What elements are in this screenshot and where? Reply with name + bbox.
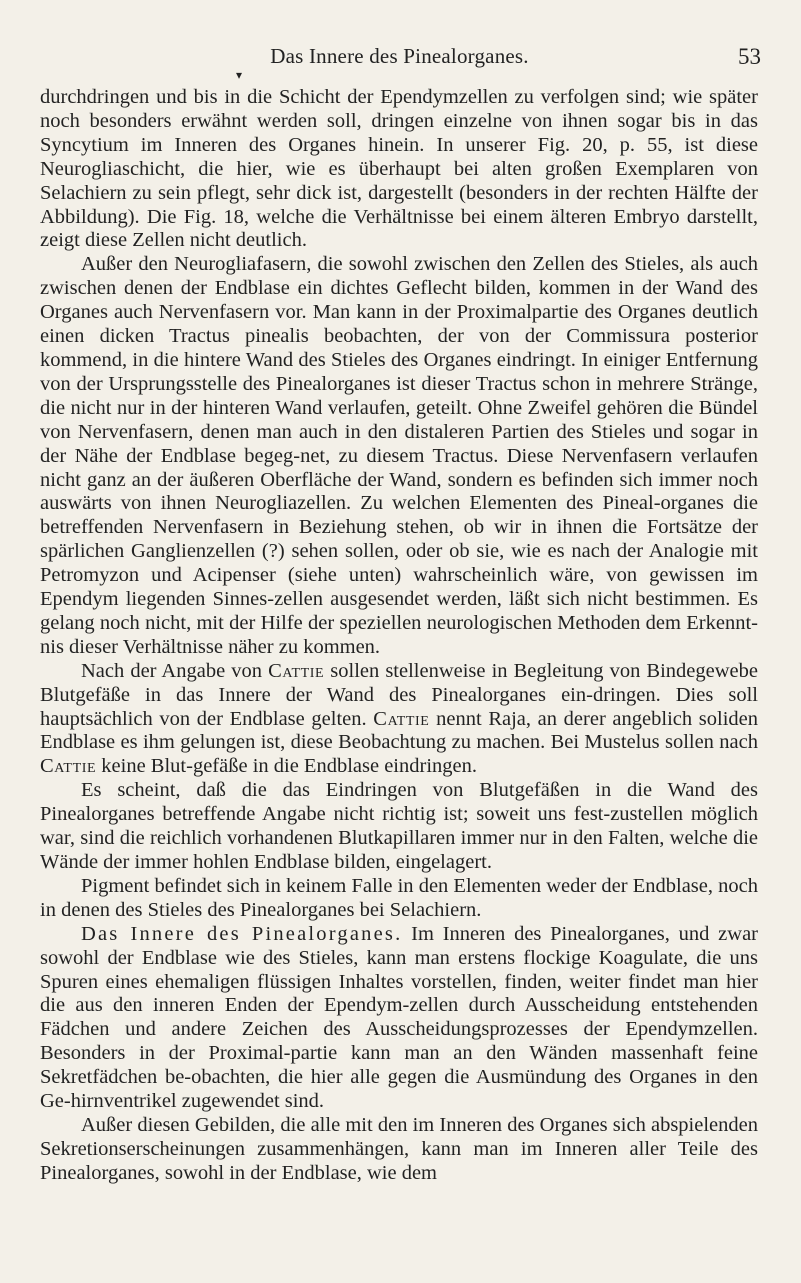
paragraph-4: Es scheint, daß die das Eindringen von Blutgefäßen in die Wand des Pinealorganes betreffende Angabe nicht richtig ist; soweit uns fest-zustellen möglich war, sind die reichlich vorhandenen Blutkapillaren immer nur in den Falten, welche die Wände der immer hohlen Endblase bilden, eingelagert.: [40, 779, 758, 873]
running-title: Das Innere des Pinealorganes.: [270, 44, 529, 68]
page-number: 53: [738, 44, 761, 69]
paragraph-1: durchdringen und bis in die Schicht der Ependymzellen zu verfolgen sind; wie später noch besonders erwähnt werden soll, dringen einzelne von ihnen sogar bis in das Syncytium im Inneren des Organes hinein. In unserer Fig. 20, p. 55, ist diese Neurogliaschicht, die hier, wie es überhaupt bei alten großen Exemplaren von Selachiern zu sein pflegt, sehr dick ist, dargestellt (besonders in der rechten Hälfte der Abbildung). Die Fig. 18, welche die Verhältnisse bei einem älteren Embryo darstellt, zeigt diese Zellen nicht deutlich.: [40, 86, 758, 252]
body-text: [40, 86, 758, 1186]
paragraph-5: Pigment befindet sich in keinem Falle in den Elementen weder der Endblase, noch in denen des Stieles des Pinealorganes bei Selachiern.: [40, 874, 758, 921]
paragraph-3-text-3: nennt Raja, an derer angeblich soliden Endblase es ihm gelungen ist, diese Beobachtung zu machen. Bei Mustelus sollen nach: [40, 707, 758, 754]
paragraph-3: [40, 660, 758, 780]
paragraph-2: Außer den Neurogliafasern, die sowohl zwischen den Zellen des Stieles, als auch zwischen denen der Endblase ein dichtes Geflecht bilden, kommen in der Wand des Organes auch Nervenfasern vor. Man kann in der Proximalpartie des Organes deutlich einen dicken Tractus pinealis beobachten, der von der Commissura posterior kommend, in die hintere Wand des Stieles des Organes eindringt. In einiger Entfernung von der Ursprungsstelle des Pinealorganes ist dieser Tractus schon in mehrere Stränge, die nicht nur in der hinteren Wand verlaufen, geteilt. Ohne Zweifel gehören die Bündel von Nervenfasern, denen man auch in den distaleren Partien des Stieles und sogar in der Nähe der Endblase begeg-net, zu diesem Tractus. Diese Nervenfasern verlaufen nicht ganz an der äußeren Oberfläche der Wand, sondern es befinden sich immer noch auswärts von ihnen Neurogliazellen. Zu welchen Elementen des Pineal-organes die betreffenden Nervenfasern in Beziehung stehen, ob wir in ihnen die Fortsätze der spärlichen Ganglienzellen (?) sehen sollen, oder ob sie, wie es nach der Analogie mit Petromyzon und Acipenser (siehe unten) wahrscheinlich wäre, von gewissen im Ependym liegenden Sinnes-zellen ausgesendet werden, läßt sich nicht bestimmen. Es gelang noch nicht, mit der Hilfe der speziellen neurologischen Methoden dem Erkennt-nis dieser Verhältnisse näher zu kommen.: [40, 253, 758, 658]
page-header: [38, 44, 761, 74]
paragraph-6: [40, 923, 758, 1114]
paragraph-3-text-4: keine Blut-gefäße in die Endblase eindringen.: [96, 755, 477, 778]
author-name-cattie: Cattie: [40, 755, 97, 778]
author-name-cattie: Cattie: [268, 659, 325, 682]
paragraph-6-text: Im Inneren des Pinealorganes, und zwar sowohl der Endblase wie des Stieles, kann man erstens flockige Koagulate, die uns Spuren eines ehemaligen flüssigen Inhaltes vorstellen, finden, weiter findet man hier die aus den inneren Enden der Ependym-zellen durch Ausscheidung entstehenden Fädchen und andere Zeichen des Ausscheidungsprozesses der Ependymzellen. Besonders in der Proximal-partie kann man an den Wänden massenhaft feine Sekretfädchen be-obachten, die hier alle gegen die Ausmündung des Organes in den Ge-hirnventrikel zugewendet sind.: [40, 922, 759, 1113]
author-name-cattie: Cattie: [373, 707, 430, 730]
paragraph-3-text-2: sollen stellenweise in Begleitung von Bindegewebe Blutgefäße in das Innere der Wand des Pinealorganes ein-dringen. Dies soll hauptsächlich von der Endblase gelten.: [40, 659, 758, 730]
paragraph-7: Außer diesen Gebilden, die alle mit den im Inneren des Organes sich abspielenden Sekretionserscheinungen zusammenhängen, kann man im Inneren aller Teile des Pinealorganes, sowohl in der Endblase, wie dem: [40, 1113, 758, 1184]
section-heading: Das Innere des Pinealorganes.: [81, 922, 403, 945]
paragraph-3-text-1: Nach der Angabe von: [81, 659, 269, 682]
print-mark-icon: ▾: [236, 68, 243, 82]
